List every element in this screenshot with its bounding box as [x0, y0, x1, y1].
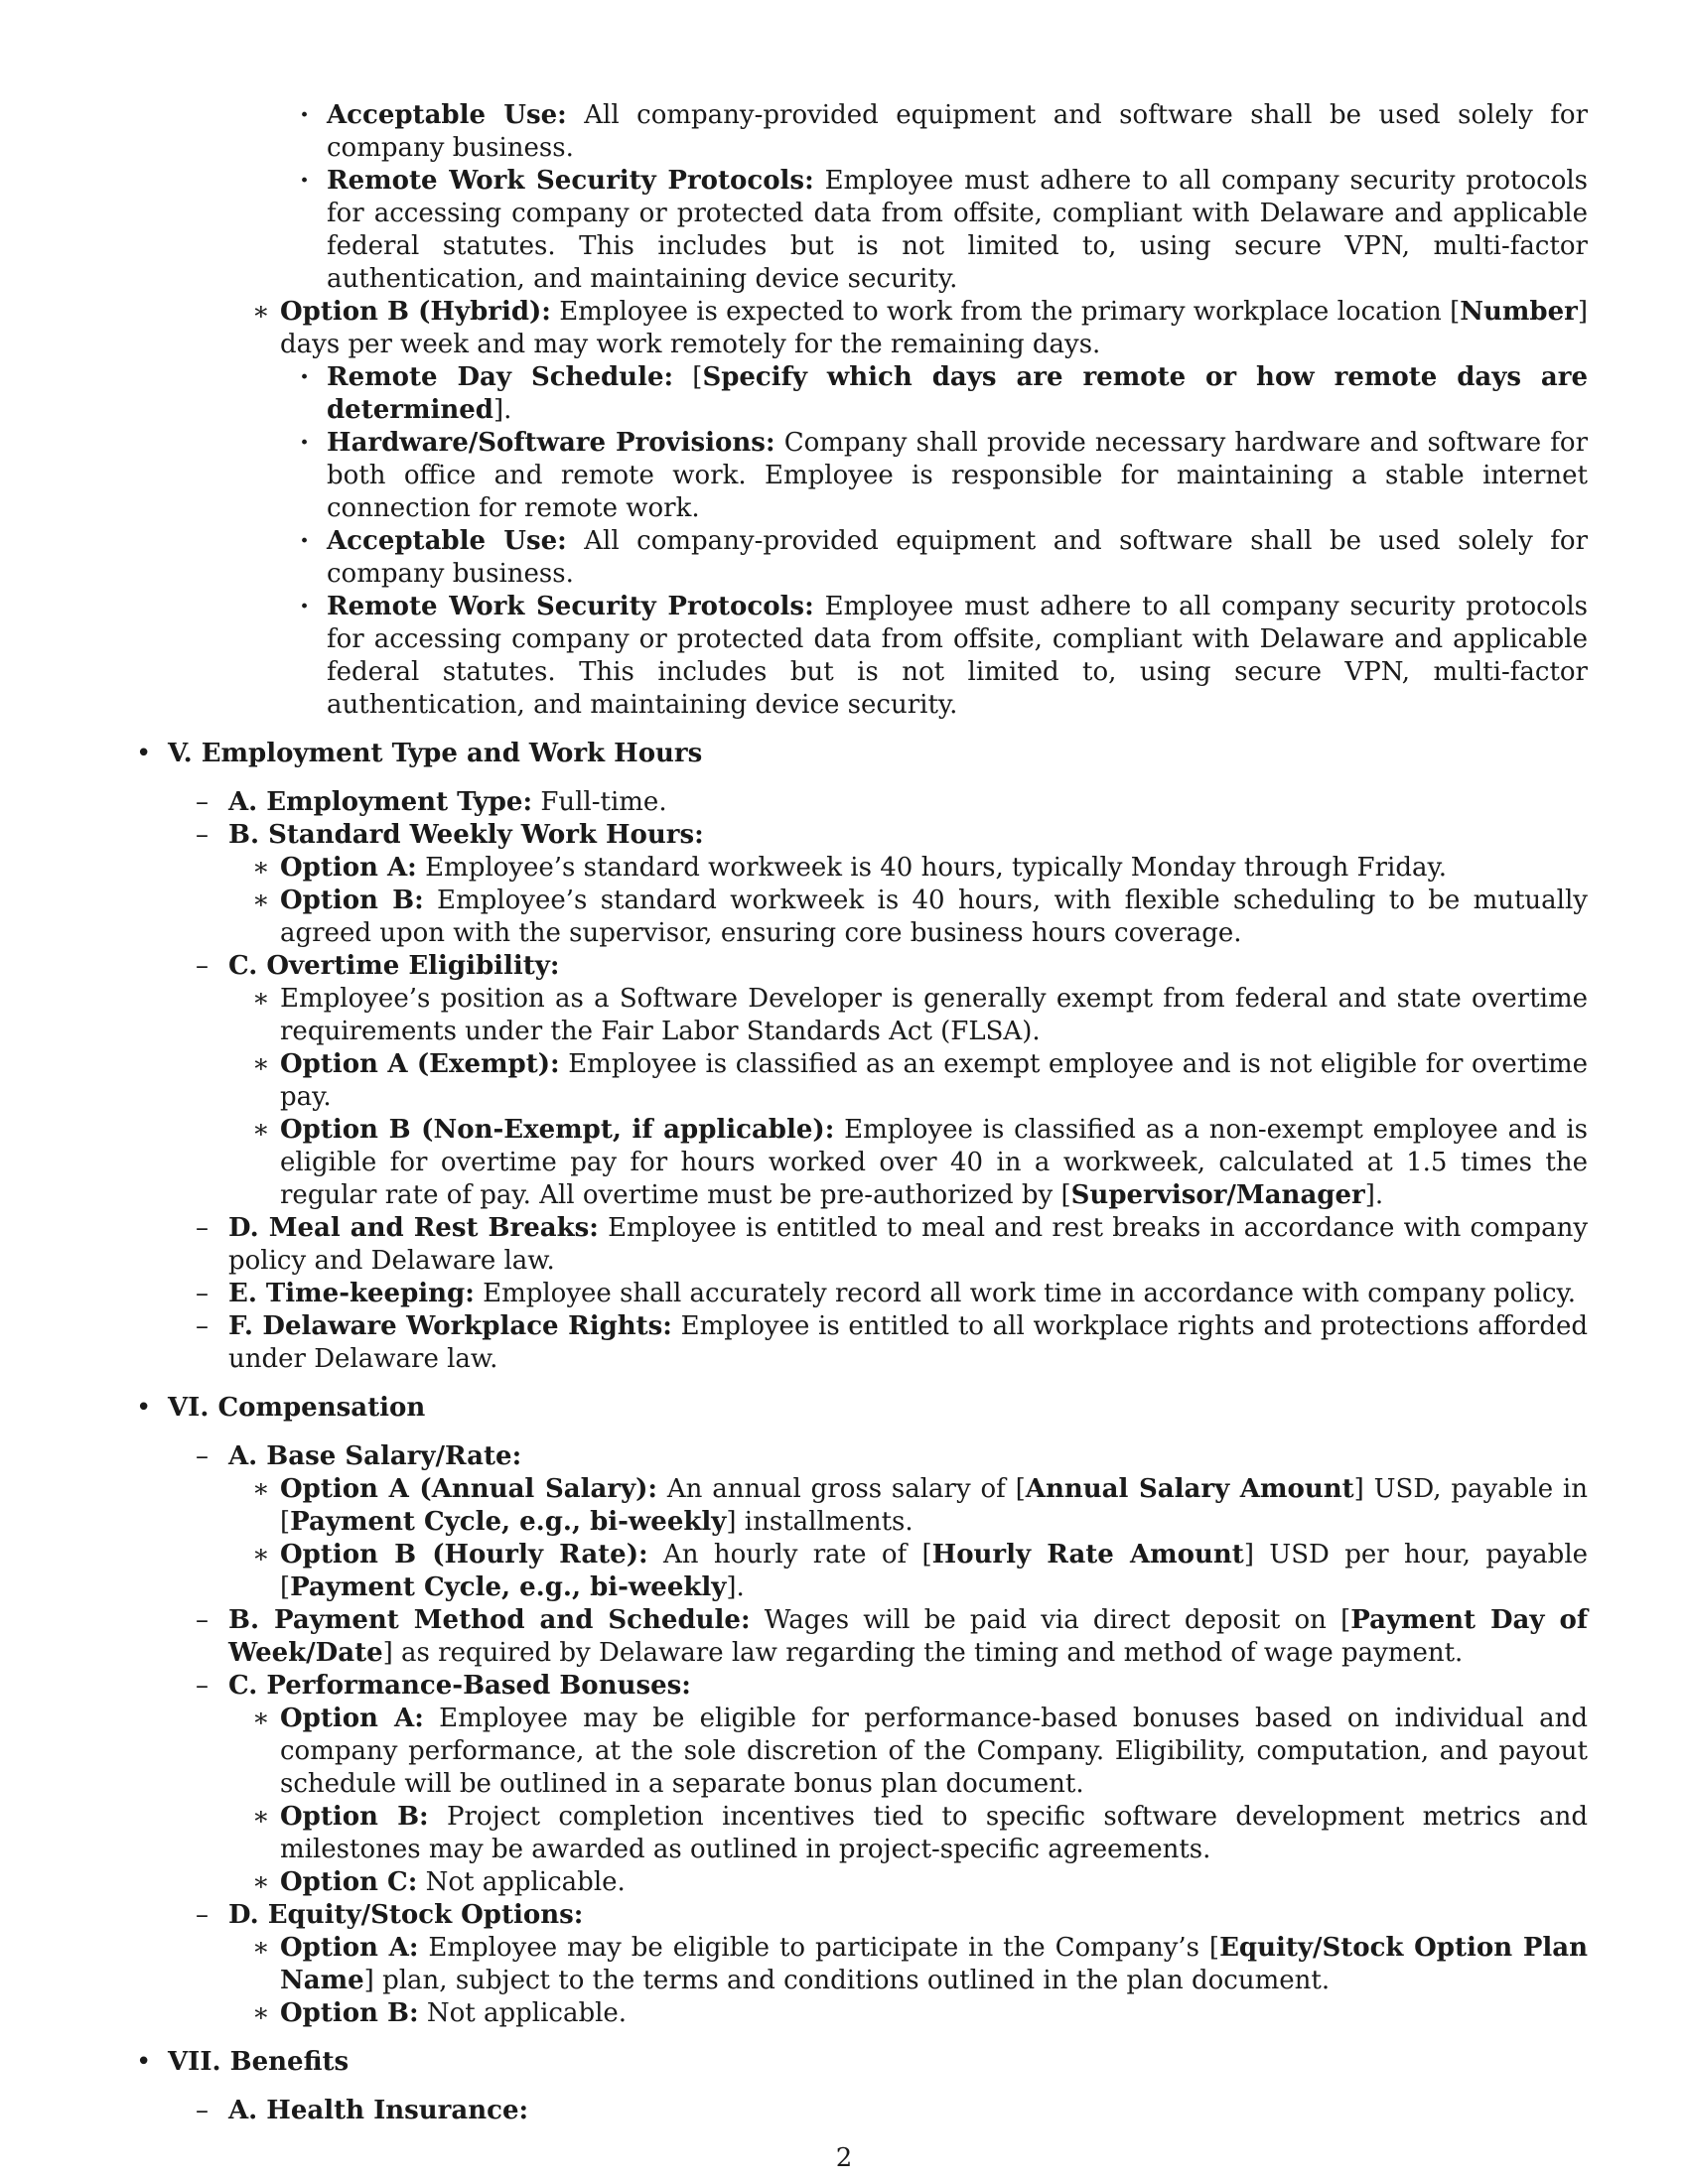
item-label: Option B (Hourly Rate):	[280, 1540, 648, 1570]
list-item	[196, 1212, 1589, 1278]
dash-marker: –	[196, 1671, 209, 1701]
placeholder-field: Payment Cycle, e.g., bi-weekly	[290, 1572, 727, 1602]
asterisk-marker: ∗	[252, 1115, 270, 1145]
item-text: ].	[726, 1572, 745, 1602]
item-text: Project completion incentives tied to specific software development metrics and milestones may be awarded as outlined in project-specific agreements.	[280, 1802, 1588, 1864]
list-item	[196, 1440, 1588, 1473]
list-item	[196, 1278, 1588, 1310]
asterisk-marker: ∗	[252, 984, 270, 1014]
list-item	[252, 885, 1589, 950]
list-item	[300, 165, 1589, 296]
section-heading-v	[136, 738, 1588, 770]
page-number: 2	[835, 2143, 853, 2173]
placeholder-field: Number	[1460, 297, 1578, 327]
dot-marker: ·	[300, 526, 310, 556]
item-label: F. Delaware Workplace Rights:	[228, 1311, 672, 1341]
list-item	[252, 1539, 1589, 1604]
list-item	[252, 1997, 1588, 2030]
item-text: Employee is classified as an exempt employee and is not eligible for overtime pay.	[280, 1049, 1588, 1112]
list-item	[252, 983, 1588, 1048]
item-label: C. Overtime Eligibility:	[228, 951, 560, 981]
dot-marker: ·	[300, 428, 310, 458]
dash-marker: –	[196, 787, 209, 817]
item-label: D. Meal and Rest Breaks:	[228, 1213, 599, 1243]
item-text: ] installments.	[726, 1507, 914, 1537]
list-item	[196, 1899, 1588, 1932]
list-item	[252, 296, 1588, 361]
placeholder-field: Supervisor/Manager	[1070, 1180, 1365, 1210]
bullet-marker: •	[136, 1393, 152, 1423]
item-label: Remote Day Schedule:	[327, 362, 674, 392]
item-label: Option B:	[280, 886, 424, 915]
item-text: ] USD, payable in [	[280, 1474, 1588, 1537]
item-label: Remote Work Security Protocols:	[327, 592, 814, 621]
list-item	[252, 1866, 1588, 1899]
item-text: An annual gross salary of [	[666, 1474, 1026, 1504]
item-label: A. Health Insurance:	[228, 2096, 529, 2125]
item-text: ] plan, subject to the terms and conditions outlined in the plan document.	[363, 1966, 1331, 1995]
item-label: Acceptable Use:	[327, 100, 567, 130]
item-label: Hardware/Software Provisions:	[327, 428, 775, 458]
placeholder-field: Specify which days are remote or how remote days are determined	[327, 362, 1589, 425]
item-text: Employee may be eligible to participate in the Company’s [	[428, 1933, 1220, 1963]
list-item	[196, 786, 1588, 819]
item-text: Employee must adhere to all company security protocols for accessing company or protected data from offsite, compliant with Delaware and applicable federal statutes. This includes but is not limited to, using secure VPN, multi-factor authentication, and maintaining device security.	[327, 592, 1589, 720]
item-text: Employee’s position as a Software Developer is generally exempt from federal and state overtime requirements under the Fair Labor Standards Act (FLSA).	[280, 984, 1588, 1046]
item-text: ] days per week and may work remotely for the remaining days.	[280, 297, 1588, 359]
item-text: Company shall provide necessary hardware and software for both office and remote work. Employee is responsible for maintaining a stable internet connection for remote work.	[327, 428, 1588, 523]
item-text: Employee is expected to work from the primary workplace location [	[559, 297, 1461, 327]
item-label: Option A:	[280, 1933, 419, 1963]
asterisk-marker: ∗	[252, 1933, 270, 1963]
item-label: E. Time-keeping:	[228, 1279, 475, 1308]
item-text: ] USD per hour, payable [	[280, 1540, 1589, 1602]
list-item	[252, 1801, 1588, 1866]
item-text: An hourly rate of [	[662, 1540, 932, 1570]
item-label: Option B:	[280, 1998, 419, 2028]
list-item	[252, 852, 1588, 885]
placeholder-field: Hourly Rate Amount	[931, 1540, 1244, 1570]
asterisk-marker: ∗	[252, 1867, 270, 1897]
asterisk-marker: ∗	[252, 1540, 270, 1570]
item-text: Employee is entitled to meal and rest breaks in accordance with company policy and Delaware law.	[228, 1213, 1589, 1276]
dot-marker: ·	[300, 100, 310, 130]
item-text: Not applicable.	[425, 1867, 626, 1897]
item-text: Not applicable.	[426, 1998, 628, 2028]
item-label: A. Employment Type:	[228, 787, 533, 817]
list-item	[196, 819, 1588, 852]
section-v-body	[0, 786, 1688, 1376]
dot-marker: ·	[300, 166, 310, 196]
item-text: Employee’s standard workweek is 40 hours, typically Monday through Friday.	[425, 853, 1447, 883]
placeholder-field: Annual Salary Amount	[1025, 1474, 1354, 1504]
item-text: ] as required by Delaware law regarding the timing and method of wage payment.	[382, 1638, 1464, 1668]
placeholder-field: Payment Day of Week/Date	[228, 1605, 1589, 1668]
item-text: ].	[492, 395, 512, 425]
item-text: ].	[1364, 1180, 1384, 1210]
item-text: Employee shall accurately record all work time in accordance with company policy.	[483, 1279, 1577, 1308]
bullet-marker: •	[136, 2047, 152, 2077]
list-item	[196, 1310, 1588, 1376]
list-item	[300, 525, 1589, 591]
dash-marker: –	[196, 1441, 209, 1471]
item-label: Option A (Exempt):	[280, 1049, 560, 1079]
item-label: C. Performance-Based Bonuses:	[228, 1671, 691, 1701]
dash-marker: –	[196, 1900, 209, 1930]
dash-marker: –	[196, 1605, 209, 1635]
bullet-marker: •	[136, 739, 152, 768]
item-label: B. Standard Weekly Work Hours:	[228, 820, 704, 850]
list-item	[252, 1932, 1589, 1997]
dash-marker: –	[196, 1213, 209, 1243]
list-item	[252, 1703, 1588, 1801]
list-item	[196, 1604, 1589, 1670]
item-text: All company-provided equipment and software shall be used solely for company business.	[327, 100, 1589, 163]
item-label: Option A:	[280, 853, 417, 883]
item-label: Option B (Non-Exempt, if applicable):	[280, 1115, 835, 1145]
dash-marker: –	[196, 1311, 209, 1341]
placeholder-field: Equity/Stock Option Plan Name	[280, 1933, 1589, 1995]
item-label: Remote Work Security Protocols:	[327, 166, 814, 196]
item-text: Employee’s standard workweek is 40 hours, with flexible scheduling to be mutually agreed upon with the supervisor, ensuring core business hours coverage.	[280, 886, 1589, 948]
item-text: Employee must adhere to all company security protocols for accessing company or protected data from offsite, compliant with Delaware and applicable federal statutes. This includes but is not limited to, using secure VPN, multi-factor authentication, and maintaining device security.	[327, 166, 1589, 294]
section-vii-body	[0, 2095, 1688, 2127]
item-label: Option A (Annual Salary):	[280, 1474, 657, 1504]
asterisk-marker: ∗	[252, 1998, 270, 2028]
asterisk-marker: ∗	[252, 297, 270, 327]
section-title: VII. Benefits	[168, 2047, 350, 2077]
dash-marker: –	[196, 951, 209, 981]
item-label: Option A:	[280, 1704, 424, 1733]
asterisk-marker: ∗	[252, 1802, 270, 1832]
dash-marker: –	[196, 1279, 209, 1308]
section-vi-body	[0, 1440, 1688, 2030]
list-item	[252, 1114, 1588, 1212]
asterisk-marker: ∗	[252, 1474, 270, 1504]
placeholder-field: Payment Cycle, e.g., bi-weekly	[290, 1507, 727, 1537]
item-text: Employee is entitled to all workplace rights and protections afforded under Delaware law.	[228, 1311, 1588, 1374]
asterisk-marker: ∗	[252, 886, 270, 915]
item-label: Option B (Hybrid):	[280, 297, 551, 327]
item-label: B. Payment Method and Schedule:	[228, 1605, 751, 1635]
list-item	[300, 361, 1589, 427]
list-item	[252, 1048, 1588, 1114]
section-heading-vii	[136, 2046, 1588, 2079]
item-text: Employee is classified as a non-exempt employee and is eligible for overtime pay for hours worked over 40 in a workweek, calculated at 1.5 times the regular rate of pay. All overtime must be pre-authorized by [	[280, 1115, 1588, 1210]
item-label: D. Equity/Stock Options:	[228, 1900, 584, 1930]
section-title: VI. Compensation	[168, 1393, 426, 1423]
list-item	[300, 427, 1588, 525]
list-item	[196, 2095, 1588, 2127]
list-item	[300, 591, 1589, 722]
list-item	[196, 1670, 1588, 1703]
item-label: Option B:	[280, 1802, 429, 1832]
asterisk-marker: ∗	[252, 1049, 270, 1079]
section-title: V. Employment Type and Work Hours	[168, 739, 703, 768]
item-label: A. Base Salary/Rate:	[228, 1441, 522, 1471]
page-content	[0, 99, 1688, 2127]
section-heading-vi	[136, 1392, 1588, 1425]
asterisk-marker: ∗	[252, 853, 270, 883]
dash-marker: –	[196, 2096, 209, 2125]
item-text: Wages will be paid via direct deposit on [	[764, 1605, 1351, 1635]
item-text: [	[692, 362, 703, 392]
item-label: Acceptable Use:	[327, 526, 567, 556]
item-label: Option C:	[280, 1867, 418, 1897]
item-text: Full-time.	[540, 787, 667, 817]
dot-marker: ·	[300, 592, 310, 621]
dot-marker: ·	[300, 362, 310, 392]
item-text: All company-provided equipment and software shall be used solely for company business.	[327, 526, 1589, 589]
list-item	[252, 1473, 1588, 1539]
list-item	[196, 950, 1588, 983]
dash-marker: –	[196, 820, 209, 850]
item-text: Employee may be eligible for performance-based bonuses based on individual and company performance, at the sole discretion of the Company. Eligibility, computation, and payout schedule will be outlined in a separate bonus plan document.	[280, 1704, 1588, 1799]
asterisk-marker: ∗	[252, 1704, 270, 1733]
list-item	[300, 99, 1589, 165]
